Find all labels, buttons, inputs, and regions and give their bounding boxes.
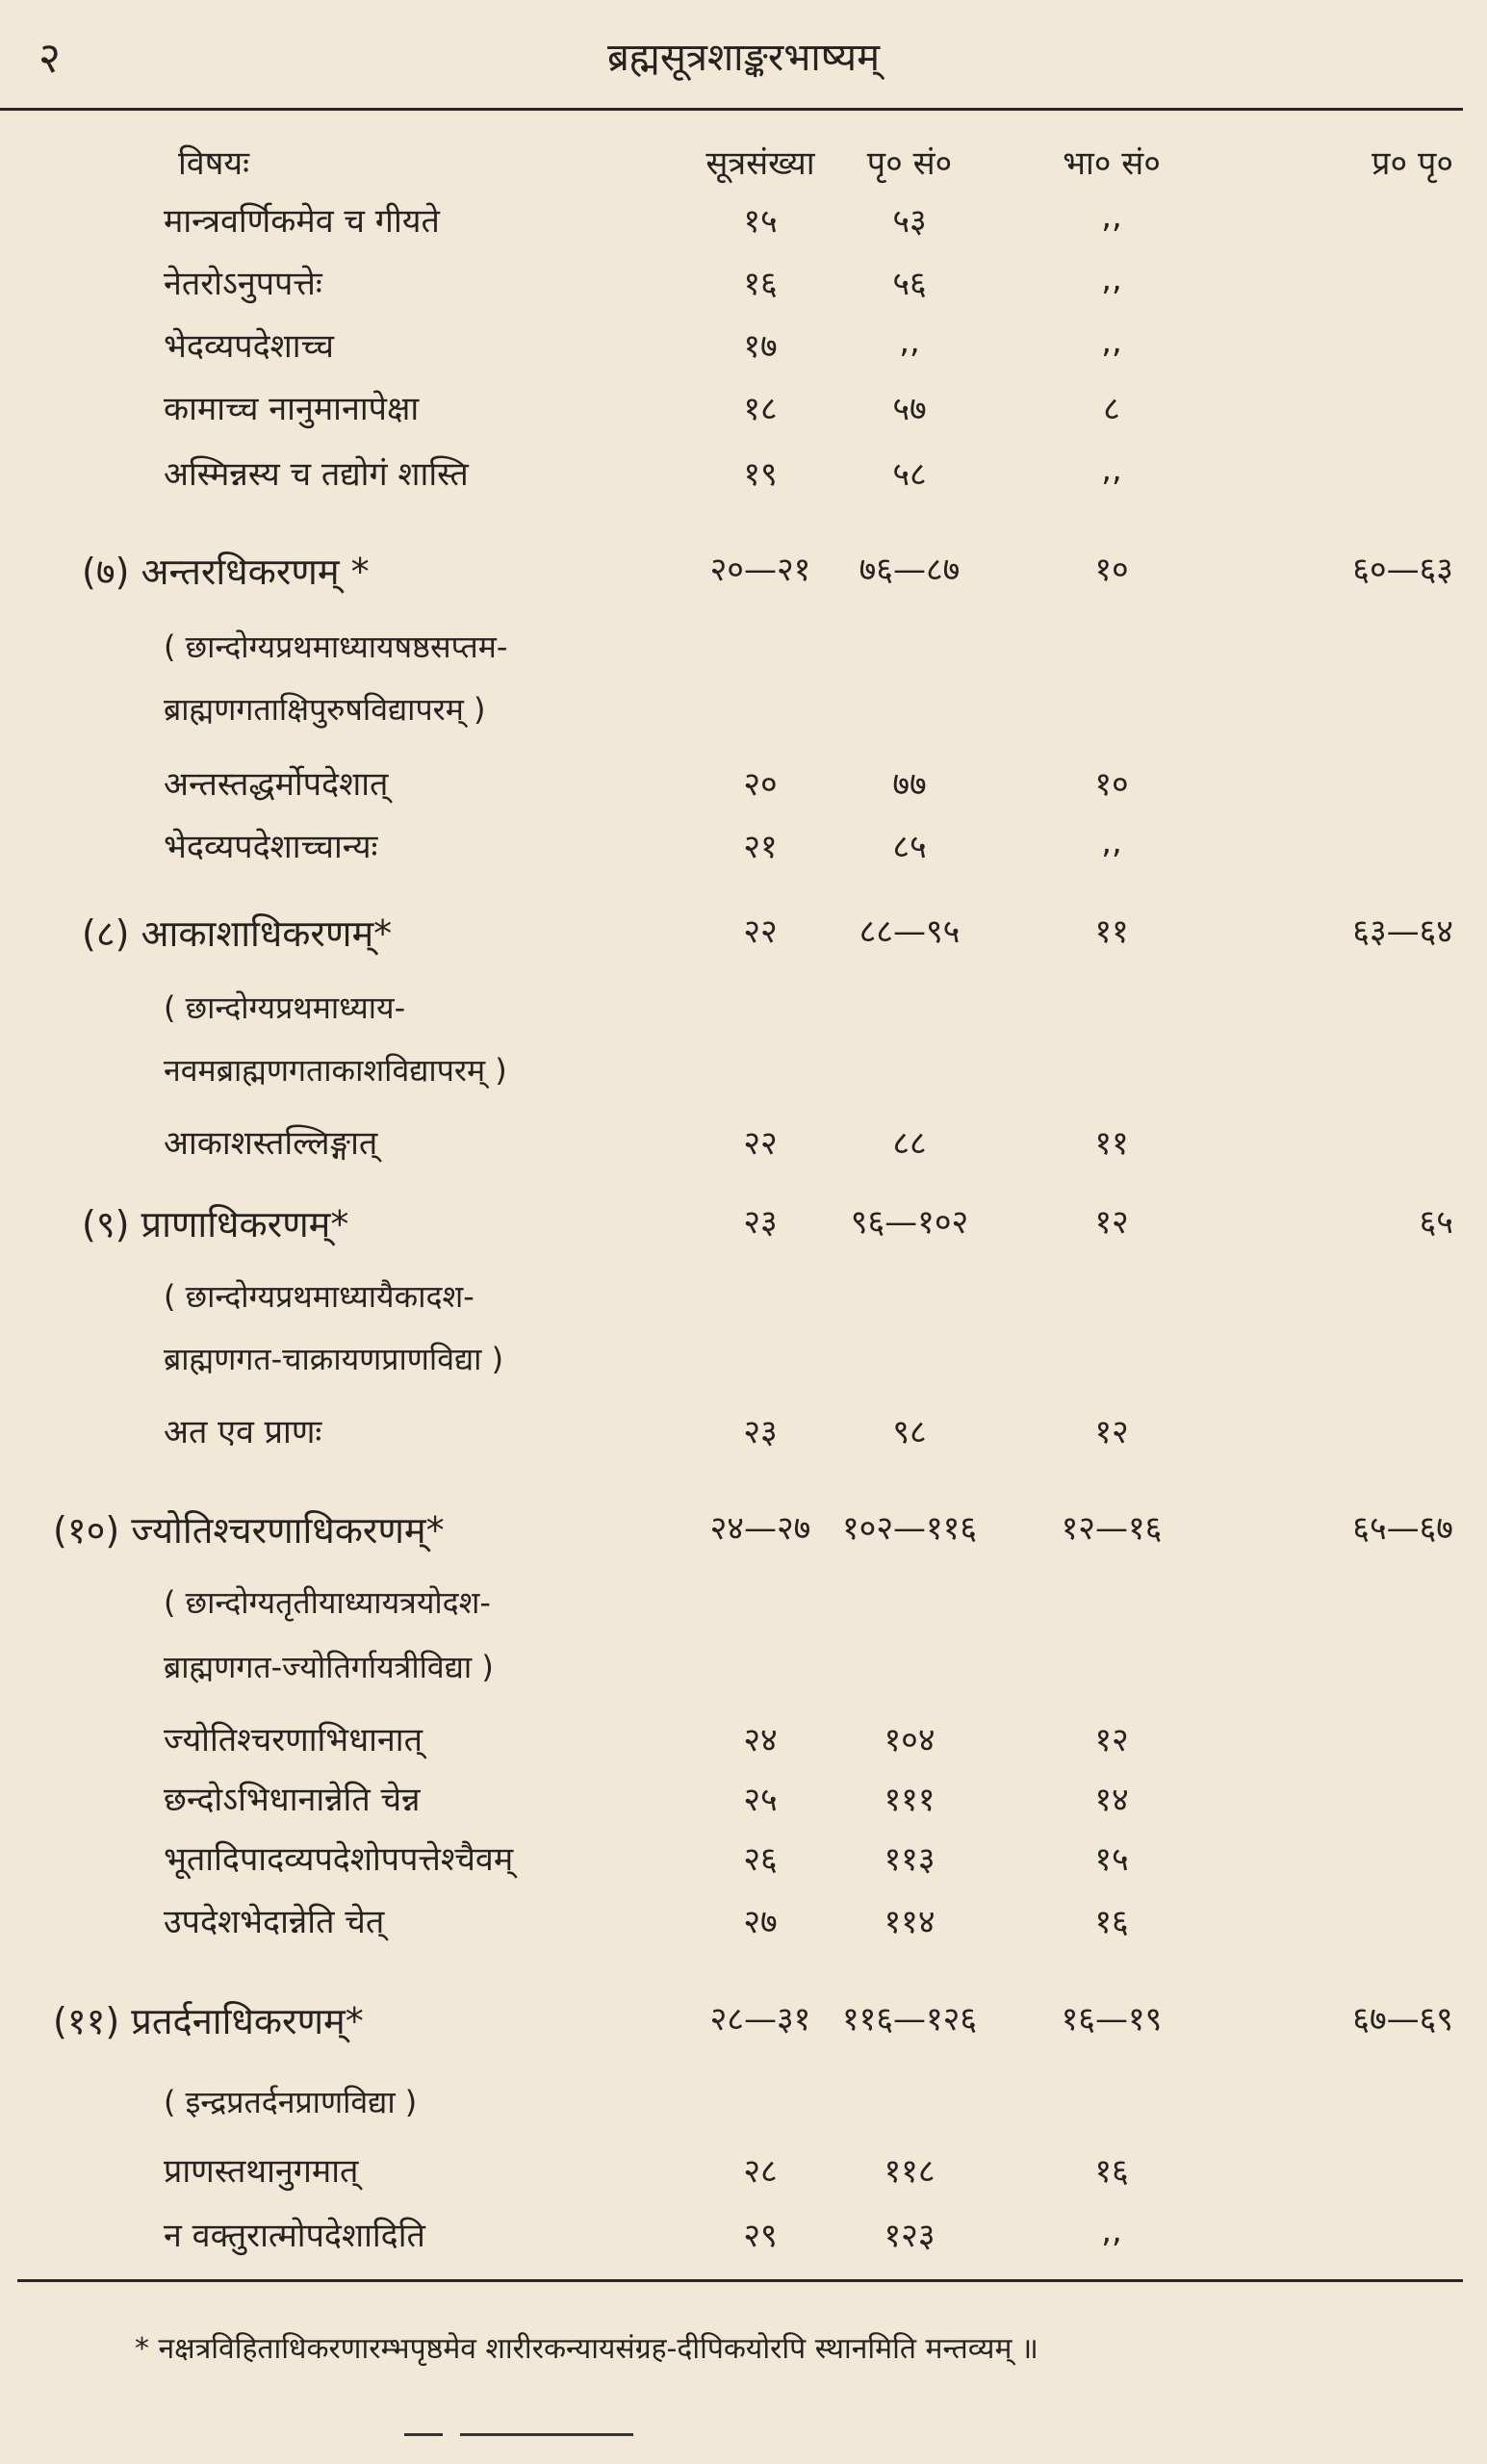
cell-page: ७७: [892, 765, 927, 804]
table-row: [0, 385, 1487, 433]
row-label: अत एव प्राणः: [164, 1413, 322, 1451]
cell-sutra: २३: [743, 1413, 778, 1451]
cell-part: ,,: [1101, 322, 1122, 361]
row-label: प्राणस्तथानुगमात्: [164, 2152, 359, 2191]
table-row: [0, 908, 1487, 956]
cell-part: १२: [1094, 1413, 1129, 1451]
section-note: ब्राह्मणगत-ज्योतिर्गायत्रीविद्या ): [164, 1649, 494, 1685]
row-label: छन्दोऽभिधानान्नेति चेन्न: [164, 1781, 421, 1819]
cell-page: ,,: [899, 322, 920, 361]
table-row: [0, 1504, 1487, 1553]
section-note: ब्राह्मणगत-चाक्रायणप्राणविद्या ): [164, 1341, 504, 1377]
table-row: [0, 688, 1487, 736]
cell-page: ११६—१२६: [841, 2000, 978, 2039]
row-label: ज्योतिश्चरणाभिधानात्: [164, 1721, 423, 1759]
section-note: ( छान्दोग्यतृतीयाध्यायत्रयोदश-: [164, 1584, 491, 1621]
cell-page: १०४: [884, 1721, 936, 1759]
table-row: [0, 1716, 1487, 1764]
row-label: भेदव्यपदेशाच्च: [164, 327, 335, 366]
table-row: [0, 1835, 1487, 1884]
cell-sutra: २०—२१: [709, 551, 811, 589]
row-label: भेदव्यपदेशाच्चान्यः: [164, 828, 378, 866]
section-label: (९) प्राणाधिकरणम्*: [82, 1203, 349, 1245]
row-label: न वक्तुरात्मोपदेशादिति: [164, 2217, 425, 2255]
cell-sutra: २३: [743, 1203, 778, 1242]
section-note: ( छान्दोग्यप्रथमाध्याय-: [164, 989, 406, 1026]
table-row: [0, 260, 1487, 308]
cell-part: ,,: [1101, 197, 1122, 236]
cell-pra: ६५: [1419, 1203, 1453, 1242]
table-row: [0, 626, 1487, 674]
cell-part: १४: [1094, 1781, 1129, 1819]
table-row: [0, 1995, 1487, 2043]
cell-page: ५७: [892, 390, 927, 428]
table-row: [0, 450, 1487, 499]
row-label: मान्त्रवर्णिकमेव च गीयते: [164, 202, 440, 241]
table-row: [0, 1119, 1487, 1168]
table-row: [0, 1408, 1487, 1456]
column-headers: [0, 140, 1487, 188]
cell-part: १६: [1094, 1903, 1129, 1941]
section-label: (११) प्रतर्दनाधिकरणम्*: [53, 2000, 364, 2042]
footnote-rule: [17, 2279, 1463, 2282]
cell-part: १६: [1094, 2152, 1129, 2191]
cell-sutra: २१: [743, 828, 778, 866]
cell-part: १२: [1094, 1203, 1129, 1242]
cell-page: ९६—१०२: [850, 1203, 969, 1242]
cell-sutra: २०: [743, 765, 778, 804]
cell-sutra: २४: [743, 1721, 778, 1759]
cell-sutra: २७: [743, 1903, 778, 1941]
cell-sutra: १८: [743, 390, 778, 428]
cell-page: ८८: [892, 1124, 927, 1163]
table-row: [0, 1049, 1487, 1097]
table-row: [0, 1198, 1487, 1246]
section-note: ब्राह्मणगताक्षिपुरुषविद्यापरम् ): [164, 691, 486, 728]
cell-sutra: २२: [743, 912, 778, 951]
cell-page: ११८: [884, 2152, 936, 2191]
section-note: ( छान्दोग्यप्रथमाध्यायैकादश-: [164, 1278, 474, 1315]
row-label: अस्मिन्नस्य च तद्योगं शास्ति: [164, 455, 469, 494]
row-label: भूतादिपादव्यपदेशोपपत्तेश्चैवम्: [164, 1840, 514, 1879]
table-row: [0, 2212, 1487, 2260]
table-row: [0, 1338, 1487, 1386]
cell-pra: ६३—६४: [1352, 912, 1453, 951]
row-label: आकाशस्तल्लिङ्गात्: [164, 1124, 378, 1163]
page-title: ब्रह्मसूत्रशाङ्करभाष्यम्: [606, 36, 881, 80]
cell-sutra: १५: [743, 202, 778, 241]
section-label: (७) अन्तरधिकरणम् *: [82, 551, 370, 593]
cell-pra: ६०—६३: [1352, 551, 1453, 589]
cell-part: १०: [1094, 551, 1129, 589]
header-sutra: सूत्रसंख्या: [705, 144, 815, 183]
cell-page: १२३: [884, 2217, 936, 2255]
table-row: [0, 546, 1487, 594]
cell-part: १५: [1094, 1840, 1129, 1879]
header-pra: प्र० पृ०: [1372, 144, 1453, 183]
cell-page: ८८—९५: [859, 912, 961, 951]
section-note: ( छान्दोग्यप्रथमाध्यायषष्ठसप्तम-: [164, 629, 508, 665]
cell-part: ,,: [1101, 2212, 1122, 2250]
row-label: अन्तस्तद्धर्मोपदेशात्: [164, 765, 389, 804]
cell-sutra: १७: [743, 327, 778, 366]
cell-page: ११३: [884, 1840, 936, 1879]
page-number: २: [38, 34, 61, 83]
cell-part: १२: [1094, 1721, 1129, 1759]
cell-part: १०: [1094, 765, 1129, 804]
cell-page: १११: [884, 1781, 936, 1819]
cell-sutra: १६: [743, 265, 778, 303]
table-row: [0, 1581, 1487, 1630]
header-page: पृ० सं०: [866, 144, 953, 183]
cell-page: ९८: [892, 1413, 927, 1451]
table-row: [0, 1898, 1487, 1946]
cell-sutra: २९: [743, 2217, 778, 2255]
cell-page: १०२—११६: [841, 1509, 978, 1548]
table-row: [0, 823, 1487, 871]
cell-sutra: २६: [743, 1840, 778, 1879]
cell-pra: ६५—६७: [1352, 1509, 1453, 1548]
row-label: उपदेशभेदान्नेति चेत्: [164, 1903, 385, 1941]
cell-part: ,,: [1101, 823, 1122, 861]
table-row: [0, 2147, 1487, 2195]
cell-part: ११: [1094, 912, 1129, 951]
cell-page: ५३: [892, 202, 927, 241]
cell-sutra: २८—३१: [709, 2000, 811, 2039]
cell-part: ८: [1103, 390, 1120, 428]
cell-page: ५८: [892, 455, 927, 494]
section-note: ( इन्द्रप्रतर्दनप्राणविद्या ): [164, 2084, 418, 2120]
section-label: (८) आकाशाधिकरणम्*: [82, 912, 393, 955]
cell-sutra: २४—२७: [709, 1509, 811, 1548]
header-rule: [0, 108, 1463, 111]
cell-part: १२—१६: [1061, 1509, 1163, 1548]
cell-sutra: २८: [743, 2152, 778, 2191]
cell-sutra: १९: [743, 455, 778, 494]
table-row: [0, 1776, 1487, 1824]
footnote: * नक्षत्रविहिताधिकरणारम्भपृष्ठमेव शारीरकन्यायसंग्रह-दीपिकयोरपि स्थानमिति मन्तव्यम् ॥: [135, 2332, 1038, 2366]
cell-page: ११४: [884, 1903, 936, 1941]
section-note: नवमब्राह्मणगताकाशविद्यापरम् ): [164, 1052, 507, 1089]
cell-page: ५६: [892, 265, 927, 303]
cell-page: ८५: [892, 828, 927, 866]
section-label: (१०) ज्योतिश्चरणाधिकरणम्*: [53, 1509, 445, 1552]
decorative-mark: [460, 2433, 633, 2436]
cell-sutra: २५: [743, 1781, 778, 1819]
cell-part: ,,: [1101, 260, 1122, 298]
table-row: [0, 1646, 1487, 1694]
table-row: [0, 197, 1487, 245]
cell-sutra: २२: [743, 1124, 778, 1163]
cell-page: ७६—८७: [859, 551, 961, 589]
header-subject: विषयः: [178, 144, 249, 183]
header-part: भा० सं०: [1063, 144, 1161, 183]
table-row: [0, 1275, 1487, 1323]
cell-part: १६—१९: [1061, 2000, 1163, 2039]
table-row: [0, 760, 1487, 808]
row-label: नेतरोऽनुपपत्तेः: [164, 265, 322, 303]
cell-part: ,,: [1101, 450, 1122, 489]
cell-pra: ६७—६९: [1352, 2000, 1453, 2039]
row-label: कामाच्च नानुमानापेक्षा: [164, 390, 420, 428]
decorative-mark: [404, 2433, 443, 2436]
cell-part: ११: [1094, 1124, 1129, 1163]
table-row: [0, 322, 1487, 371]
table-row: [0, 2081, 1487, 2129]
table-row: [0, 987, 1487, 1035]
